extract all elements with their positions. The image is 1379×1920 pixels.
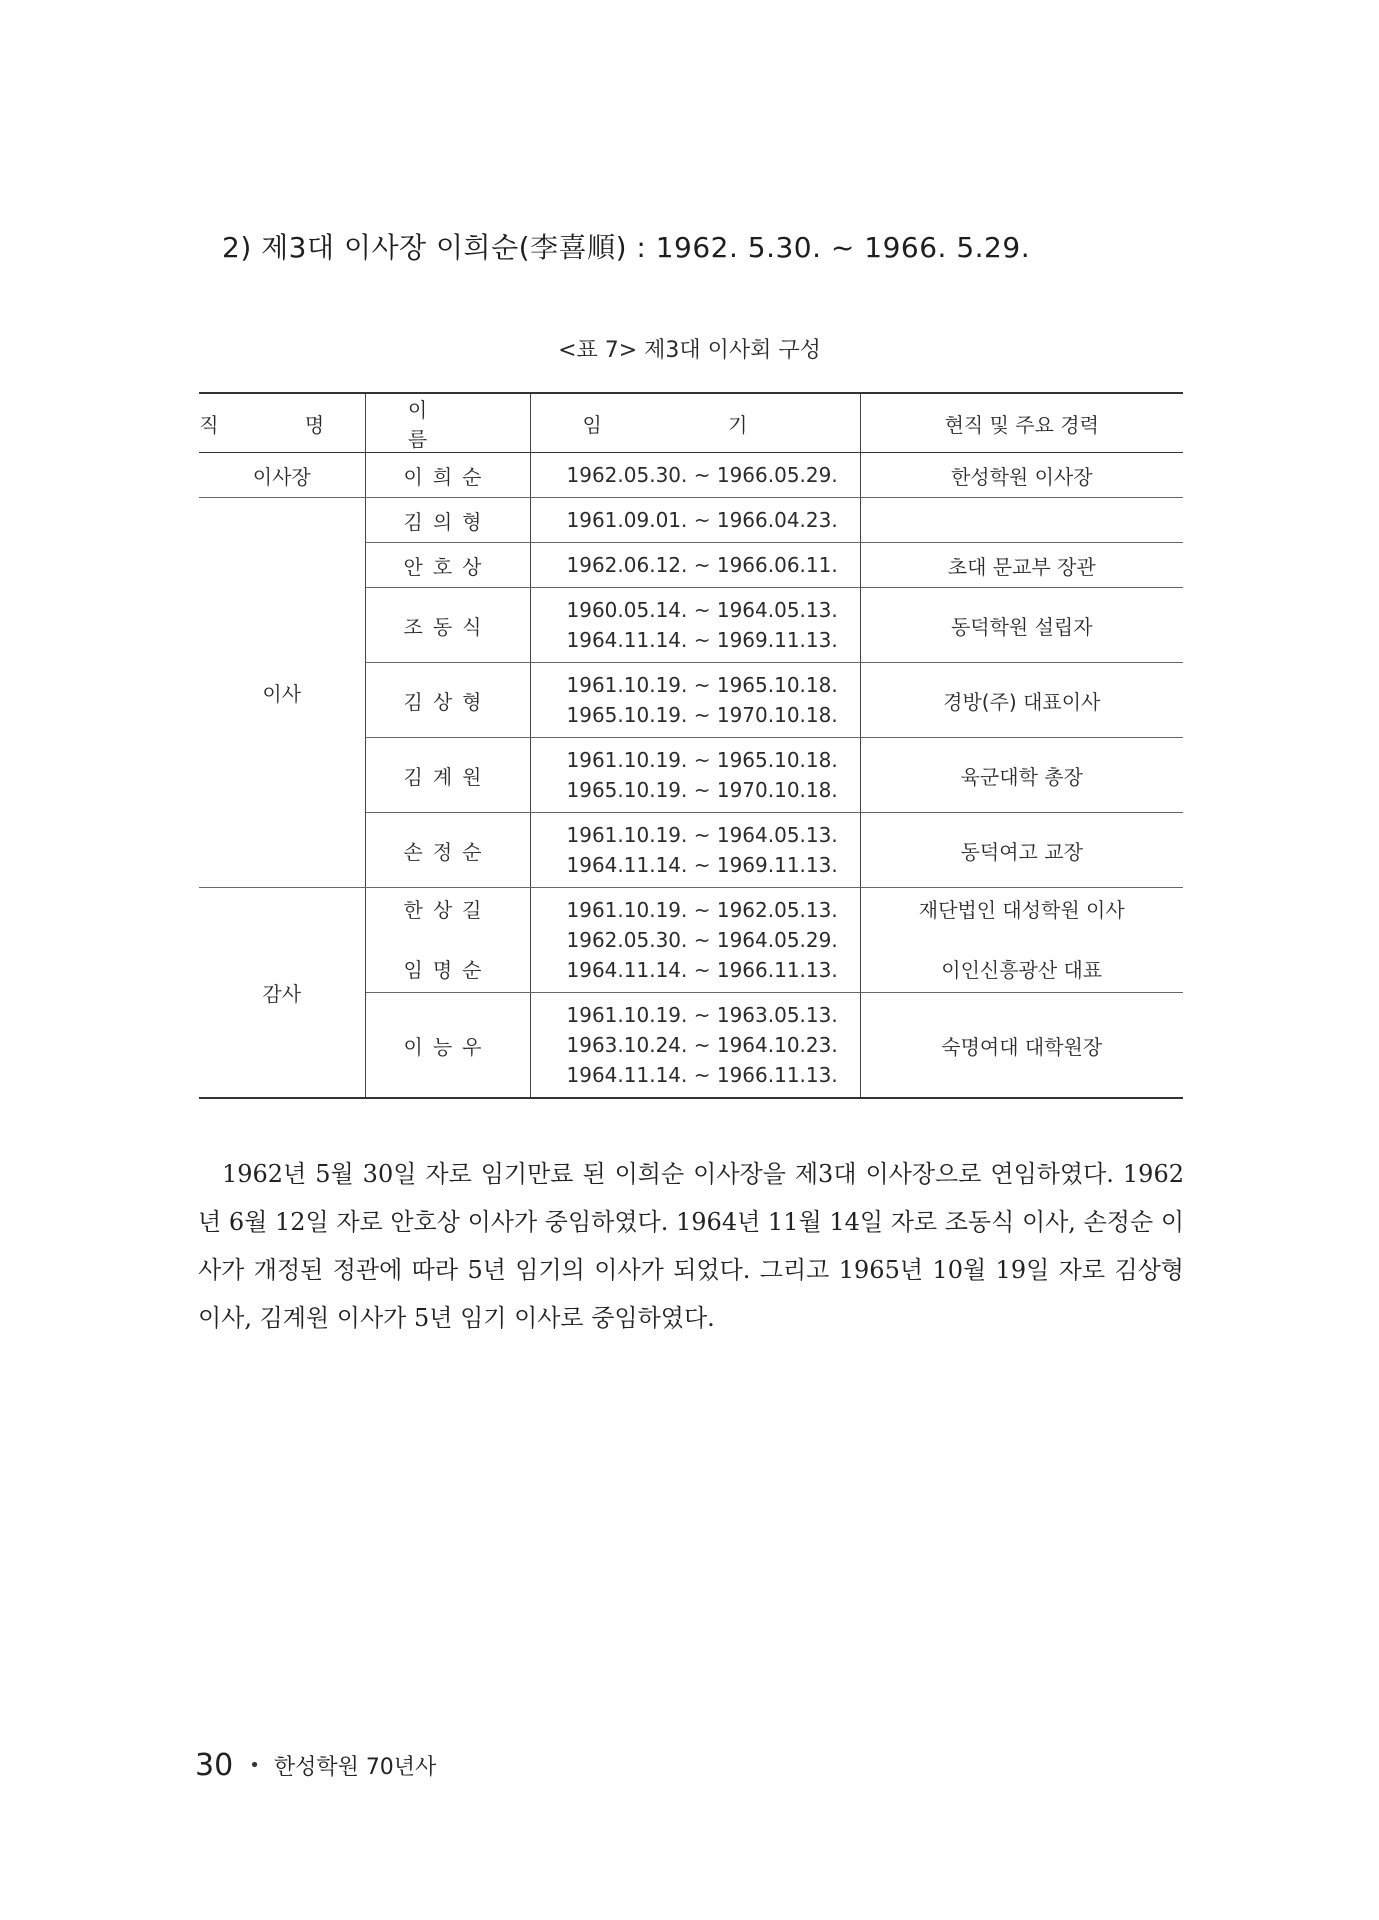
term-cell (530, 888, 860, 993)
name-cell: 김계원 (365, 738, 530, 813)
term-cell (530, 663, 860, 738)
career-line: 이인신흥광산 대표 (941, 958, 1103, 982)
term-line: 1965.10.19. ~ 1970.10.18. (566, 778, 838, 802)
term-line: 1964.11.14. ~ 1969.11.13. (566, 628, 838, 652)
name-cell: 김상형 (365, 663, 530, 738)
header-term: 임 기 (530, 393, 860, 453)
term-line: 1961.10.19. ~ 1962.05.13. (566, 898, 838, 922)
term-line: 1965.10.19. ~ 1970.10.18. (566, 703, 838, 727)
term-line: 1961.09.01. ~ 1966.04.23. (566, 508, 838, 532)
name-cell: 조동식 (365, 588, 530, 663)
name-cell: 김의형 (365, 498, 530, 543)
term-cell (530, 498, 860, 543)
name-line: 한상길 (403, 898, 492, 922)
career-cell: 한성학원 이사장 (860, 453, 1183, 498)
term-cell (530, 588, 860, 663)
section-heading: 2) 제3대 이사장 이희순(李喜順) : 1962. 5.30. ~ 1966. 5.29. (222, 231, 1031, 264)
book-title: 한성학원 70년사 (273, 1755, 437, 1780)
term-line: 1963.10.24. ~ 1964.10.23. (566, 1033, 838, 1057)
term-cell (530, 738, 860, 813)
page-number: 30 (195, 1748, 234, 1783)
term-line: 1964.11.14. ~ 1969.11.13. (566, 853, 838, 877)
term-cell (530, 543, 860, 588)
table-row (199, 453, 1183, 498)
term-line: 1962.06.12. ~ 1966.06.11. (566, 553, 838, 577)
career-cell: 동덕여고 교장 (860, 813, 1183, 888)
bullet-icon: • (249, 1755, 260, 1776)
paragraph-text: 1962년 5월 30일 자로 임기만료 된 이희순 이사장을 제3대 이사장으로 연임하였다. 1962년 6월 12일 자로 안호상 이사가 중임하였다. 1964년 11월 14일 자로 조동식 이사, 손정순 이사가 개정된 정관에 따라 5년 임기의 이사가 되었다. 그리고 1965년 10월 19일 자로 김상형 이사, 김계원 이사가 5년 임기 이사로 중임하였다. (198, 1160, 1184, 1332)
career-cell: 동덕학원 설립자 (860, 588, 1183, 663)
career-cell: 숙명여대 대학원장 (860, 993, 1183, 1099)
name-cell: 이희순 (365, 453, 530, 498)
career-cell: 초대 문교부 장관 (860, 543, 1183, 588)
term-line: 1960.05.14. ~ 1964.05.13. (566, 598, 838, 622)
term-line: 1961.10.19. ~ 1964.05.13. (566, 823, 838, 847)
term-line: 1964.11.14. ~ 1966.11.13. (566, 958, 838, 982)
name-cell: 손정순 (365, 813, 530, 888)
header-name: 이 름 (365, 393, 530, 453)
term-line: 1961.10.19. ~ 1965.10.18. (566, 673, 838, 697)
table-header-row (199, 393, 1183, 453)
career-cell: 경방(주) 대표이사 (860, 663, 1183, 738)
term-line: 1961.10.19. ~ 1963.05.13. (566, 1003, 838, 1027)
career-cell (860, 498, 1183, 543)
term-cell (530, 453, 860, 498)
career-cell (860, 888, 1183, 993)
name-cell: 안호상 (365, 543, 530, 588)
career-line: 재단법인 대성학원 이사 (918, 898, 1125, 922)
name-cell (365, 888, 530, 993)
header-position: 직 명 (199, 393, 365, 453)
term-cell (530, 813, 860, 888)
board-members-table (199, 392, 1183, 1099)
term-line: 1964.11.14. ~ 1966.11.13. (566, 1063, 838, 1087)
position-cell: 이사 (199, 498, 365, 888)
header-career: 현직 및 주요 경력 (860, 393, 1183, 453)
name-line: 임명순 (403, 958, 492, 982)
term-line: 1961.10.19. ~ 1965.10.18. (566, 748, 838, 772)
table-row (199, 888, 1183, 993)
term-line: 1962.05.30. ~ 1966.05.29. (566, 463, 838, 487)
position-cell: 감사 (199, 888, 365, 1099)
table-row (199, 498, 1183, 543)
position-cell: 이사장 (199, 453, 365, 498)
term-cell (530, 993, 860, 1099)
term-line: 1962.05.30. ~ 1964.05.29. (566, 928, 838, 952)
page-footer (195, 1748, 436, 1783)
career-cell: 육군대학 총장 (860, 738, 1183, 813)
body-paragraph (198, 1150, 1184, 1342)
name-cell: 이능우 (365, 993, 530, 1099)
table-caption: <표 7> 제3대 이사회 구성 (558, 338, 821, 363)
